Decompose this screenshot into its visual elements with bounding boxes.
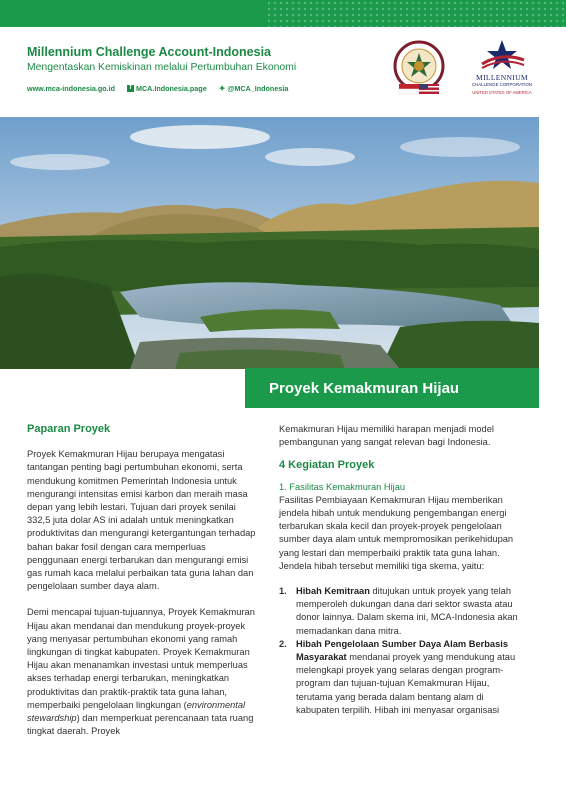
overview-p2-term: environmental stewardship xyxy=(27,699,246,724)
mcc-country: UNITED STATES OF AMERICA xyxy=(472,90,532,95)
landscape-photo xyxy=(0,117,539,369)
twitter-label: @MCA_Indonesia xyxy=(227,84,289,93)
twitter-icon: ✦ xyxy=(218,84,226,93)
mcc-logo xyxy=(468,38,536,102)
overview-paragraph-2 xyxy=(27,606,259,738)
page-title: Proyek Kemakmuran Hijau xyxy=(269,380,460,397)
org-name: Millennium Challenge Account-Indonesia xyxy=(27,45,272,59)
grant-scheme-list xyxy=(279,585,519,717)
left-column xyxy=(27,423,259,738)
overview-paragraph-1: Proyek Kemakmuran Hijau berupaya mengatasi tantangan penting bagi pertumbuhan ekonomi, serta mendukung komitmen Pemerintah Indonesia untuk mengurangi intensitas emisi karbon dan meraih masa depan yang lebih lestari. Tujuan dari proyek senilai 332,5 juta dolar AS ini adalah untuk meningkatkan produktivitas dan mengurangi ketergantungan terhadap bahan bakar fosil dengan cara memperluas penggunaan energi terbarukan dan mengurangi emisi gas rumah kaca melalui perbaikan tata guna lahan dan pengelolaan sumber daya alam. xyxy=(27,449,256,592)
org-tagline: Mengentaskan Kemiskinan melalui Pertumbuhan Ekonomi xyxy=(27,62,297,73)
contact-bar xyxy=(27,84,300,93)
facebook-link[interactable] xyxy=(127,84,207,93)
mcc-name: MILLENNIUM xyxy=(476,73,528,82)
mcc-subname: CHALLENGE CORPORATION xyxy=(471,82,533,87)
mca-seal-logo xyxy=(389,40,449,98)
website-link[interactable]: www.mca-indonesia.go.id xyxy=(27,84,115,93)
right-column xyxy=(279,423,519,717)
twitter-link[interactable] xyxy=(219,84,289,93)
facebook-icon: f xyxy=(127,85,134,92)
title-banner xyxy=(245,368,539,408)
section-heading-overview: Paparan Proyek xyxy=(27,423,111,435)
overview-paragraph-continued: Kemakmuran Hijau memiliki harapan menjadi model pembangunan yang sangat relevan bagi Indonesia. xyxy=(279,424,494,448)
top-banner xyxy=(0,0,566,27)
facebook-label: MCA.Indonesia.page xyxy=(136,84,207,93)
overview-p2-start: Demi mencapai tujuan-tujuannya, Proyek Kemakmuran Hijau akan mendanai dan mendukung proyek-proyek yang menyasar pertumbuhan ekonomi yang ramah lingkungan di tingkat kabupaten. Proyek Kemakmuran Hijau akan menanamkan investasi untuk memperluas akses terhadap energi terbarukan, meningkatkan produktivitas dan praktik-praktik tata guna lahan, memperbaiki pengelolaan lingkungan ( xyxy=(27,607,255,710)
overview-p2-end: ) dan memperkuat perencanaan tata ruang tingkat daerah. Proyek xyxy=(27,713,254,737)
list-item: 1. Hibah Kemitraan ditujukan untuk proyek yang telah memperoleh dukungan dana dari sektor swasta atau donor lainnya. Dalam skema ini, MCA-Indonesia akan memadankan dana mitra. xyxy=(279,586,518,636)
banner-pattern xyxy=(266,0,566,27)
activity-paragraph-1: Fasilitas Pembiayaan Kemakmuran Hijau memberikan jendela hibah untuk mendukung pengembangan energi terbarukan skala kecil dan proyek-proyek pengelolaan sumber daya alam untuk mempromosikan perikehidupan yang lestari dan memperbaiki praktik tata guna lahan. Jendela hibah tersebut memiliki tiga skema, yaitu: xyxy=(279,494,514,571)
activity-subheading-1: 1. Fasilitas Kemakmuran Hijau xyxy=(279,481,406,492)
section-heading-activities: 4 Kegiatan Proyek xyxy=(279,459,375,472)
list-item: 2. Hibah Pengelolaan Sumber Daya Alam Berbasis Masyarakat mendanai proyek yang mendukung atau melengkapi proyek yang selaras dengan program-program dan tujuan-tujuan Kemakmuran Hijau, terutama yang berada dalam bentang alam di kabupaten terpilih. Hibah ini menyasar organisasi xyxy=(279,638,516,715)
mcc-star-icon xyxy=(468,38,536,74)
